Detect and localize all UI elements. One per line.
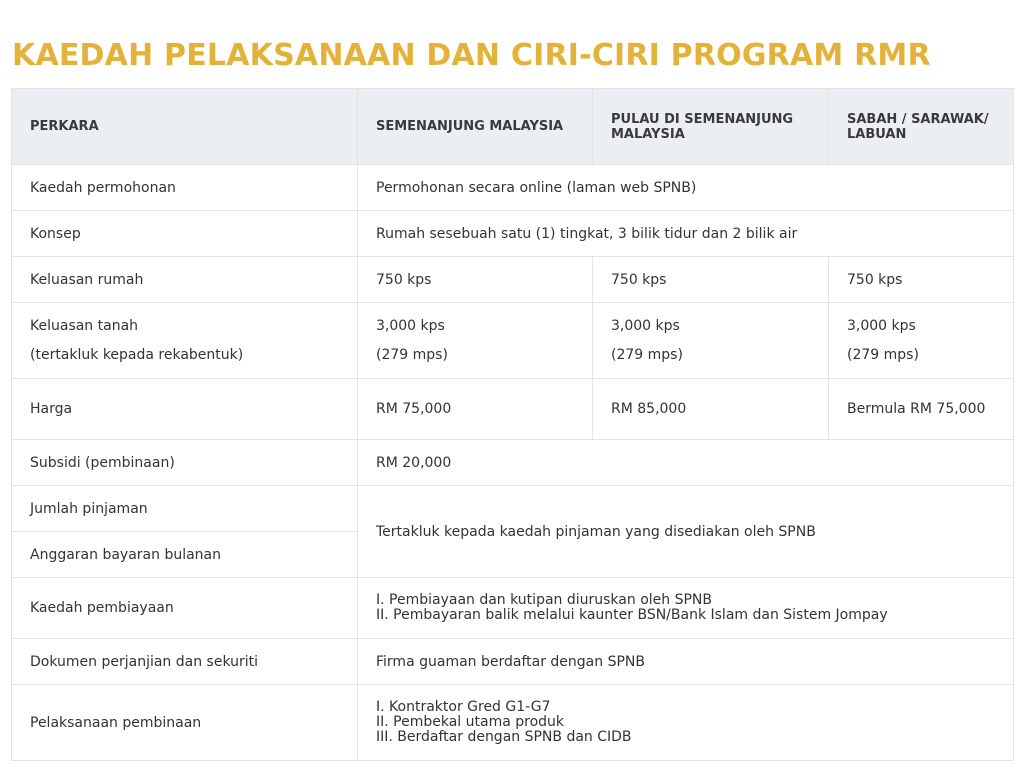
row-value: Permohonan secara online (laman web SPNB) [358,165,1014,211]
cell-sabah: Bermula RM 75,000 [829,379,1014,440]
header-semenanjung: SEMENANJUNG MALAYSIA [358,89,593,165]
table-row [12,379,1014,440]
cell-pulau [593,303,829,379]
row-label: Dokumen perjanjian dan sekuriti [12,639,358,685]
row-label-main: Keluasan tanah [30,317,139,334]
row-label: Kaedah pembiayaan [12,578,358,639]
cell-line: (279 mps) [611,346,683,363]
row-value [358,578,1014,639]
row-label: Harga [12,379,358,440]
table-row [12,486,1014,532]
row-value: Tertakluk kepada kaedah pinjaman yang disediakan oleh SPNB [358,486,1014,578]
row-label: Keluasan rumah [12,257,358,303]
table-row [12,303,1014,379]
list-item: II. Pembayaran balik melalui kaunter BSN/Bank Islam dan Sistem Jompay [376,607,888,623]
cell-semenanjung: 750 kps [358,257,593,303]
row-label: Pelaksanaan pembinaan [12,685,358,761]
row-label: Konsep [12,211,358,257]
page-title: KAEDAH PELAKSANAAN DAN CIRI-CIRI PROGRAM RMR [12,38,931,74]
header-pulau: PULAU DI SEMENANJUNG MALAYSIA [593,89,829,165]
row-label-sub: (tertakluk kepada rekabentuk) [30,346,244,363]
cell-line: (279 mps) [376,346,448,363]
table-row [12,578,1014,639]
row-value: Rumah sesebuah satu (1) tingkat, 3 bilik tidur dan 2 bilik air [358,211,1014,257]
row-value: RM 20,000 [358,440,1014,486]
list-item: II. Pembekal utama produk [376,714,565,730]
row-label: Kaedah permohonan [12,165,358,211]
program-table [11,88,1014,761]
row-label: Anggaran bayaran bulanan [12,532,358,578]
cell-pulau: 750 kps [593,257,829,303]
header-perkara: PERKARA [12,89,358,165]
row-label: Subsidi (pembinaan) [12,440,358,486]
cell-pulau: RM 85,000 [593,379,829,440]
list-item: III. Berdaftar dengan SPNB dan CIDB [376,729,632,745]
cell-sabah [829,303,1014,379]
cell-line: 3,000 kps [847,317,916,334]
cell-semenanjung: RM 75,000 [358,379,593,440]
cell-sabah: 750 kps [829,257,1014,303]
table-row [12,639,1014,685]
row-label: Jumlah pinjaman [12,486,358,532]
cell-line: 3,000 kps [611,317,680,334]
table-row [12,685,1014,761]
header-sabah: SABAH / SARAWAK/ LABUAN [829,89,1014,165]
cell-semenanjung [358,303,593,379]
row-label [12,303,358,379]
table-row [12,165,1014,211]
table-header-row [12,89,1014,165]
table-row [12,440,1014,486]
row-value [358,685,1014,761]
cell-line: (279 mps) [847,346,919,363]
list-item: I. Pembiayaan dan kutipan diuruskan oleh SPNB [376,592,712,608]
row-value: Firma guaman berdaftar dengan SPNB [358,639,1014,685]
cell-line: 3,000 kps [376,317,445,334]
table-row [12,257,1014,303]
list-item: I. Kontraktor Gred G1-G7 [376,699,551,715]
table-row [12,211,1014,257]
